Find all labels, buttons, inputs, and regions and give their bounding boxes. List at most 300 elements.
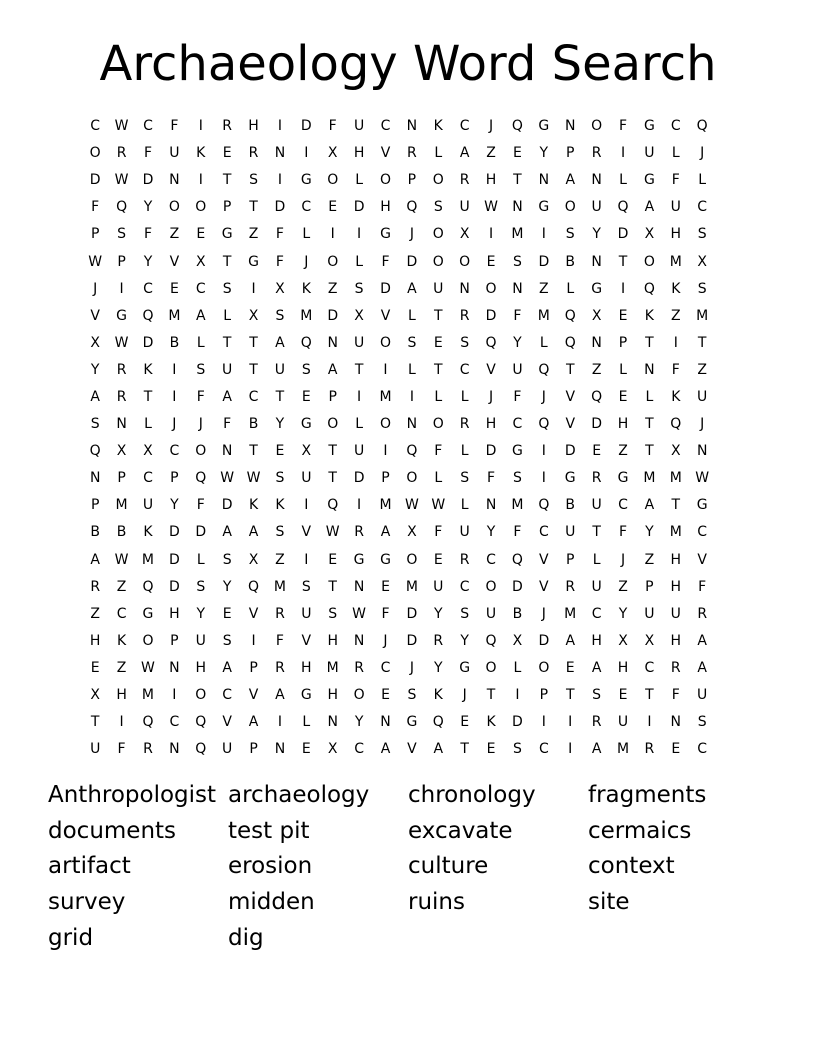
grid-letter: R [459, 307, 470, 324]
grid-letter: T [249, 443, 258, 460]
grid-letter: R [565, 578, 576, 595]
grid-letter: Y [592, 226, 601, 243]
grid-letter: X [670, 443, 681, 460]
grid-letter: O [485, 578, 497, 595]
grid-letter: T [328, 443, 337, 460]
grid-letter: F [671, 172, 680, 189]
grid-letter: E [618, 687, 628, 704]
grid-letter: C [90, 118, 101, 135]
grid-letter: Q [116, 199, 128, 216]
grid-letter: N [459, 280, 470, 297]
grid-letter: C [143, 470, 153, 487]
grid-letter: G [406, 714, 418, 731]
grid-letter: Y [539, 145, 549, 162]
grid-letter: A [275, 687, 285, 704]
grid-letter: T [249, 361, 258, 378]
grid-letter: U [433, 280, 444, 297]
grid-letter: U [301, 605, 312, 622]
grid-letter: O [564, 199, 576, 216]
grid-letter: M [511, 226, 524, 243]
grid-letter: T [565, 687, 575, 704]
grid-letter: A [327, 361, 338, 378]
grid-letter: E [381, 578, 390, 595]
grid-letter: L [355, 253, 363, 270]
grid-letter: S [90, 416, 100, 433]
grid-row [82, 438, 742, 465]
grid-letter: P [117, 253, 126, 270]
grid-letter: V [539, 578, 549, 595]
grid-letter: S [460, 470, 470, 487]
grid-letter: D [406, 605, 418, 622]
grid-letter: Q [511, 551, 523, 568]
grid-letter: V [380, 307, 391, 324]
grid-letter: F [170, 118, 179, 135]
grid-letter: N [327, 334, 338, 351]
grid-letter: D [300, 118, 312, 135]
grid-letter: I [647, 714, 652, 731]
grid-letter: C [301, 199, 312, 216]
grid-letter: D [142, 334, 154, 351]
grid-letter: E [328, 199, 338, 216]
grid-letter: A [565, 172, 576, 189]
grid-letter: D [168, 551, 180, 568]
grid-letter: A [380, 741, 391, 758]
grid-letter: R [354, 659, 364, 676]
grid-letter: E [381, 687, 390, 704]
grid-letter: Y [354, 714, 364, 731]
grid-letter: W [352, 605, 367, 622]
grid-letter: H [353, 145, 365, 162]
grid-letter: S [433, 199, 443, 216]
grid-letter: S [301, 578, 311, 595]
grid-letter: E [513, 145, 522, 162]
grid-letter: P [90, 226, 100, 243]
grid-row [82, 574, 742, 601]
grid-letter: V [248, 687, 259, 704]
grid-letter: R [116, 145, 127, 162]
grid-letter: N [512, 280, 523, 297]
grid-letter: O [379, 416, 391, 433]
grid-letter: C [697, 199, 708, 216]
grid-letter: W [484, 199, 498, 216]
grid-letter: D [512, 714, 523, 731]
grid-letter: O [432, 253, 444, 270]
grid-letter: N [591, 334, 602, 351]
grid-letter: S [275, 524, 285, 541]
grid-letter: I [541, 226, 546, 243]
grid-letter: L [513, 659, 522, 676]
grid-letter: U [670, 199, 681, 216]
word-list-item: cermaics [588, 817, 692, 844]
grid-letter: L [566, 280, 575, 297]
grid-letter: A [90, 388, 100, 405]
grid-letter: S [697, 714, 707, 731]
word-list-item: dig [228, 924, 264, 951]
grid-letter: D [142, 172, 154, 189]
grid-letter: F [434, 443, 443, 460]
grid-letter: F [275, 226, 284, 243]
grid-letter: Y [513, 334, 522, 351]
grid-letter: A [591, 659, 602, 676]
grid-letter: Q [195, 741, 207, 758]
grid-letter: M [141, 687, 155, 704]
grid-letter: I [251, 280, 256, 297]
grid-letter: P [539, 687, 549, 704]
grid-letter: Q [564, 334, 576, 351]
grid-letter: F [671, 361, 680, 378]
grid-letter: U [591, 497, 602, 514]
grid-letter: W [431, 497, 446, 514]
grid-letter: Q [485, 632, 497, 649]
grid-letter: U [591, 578, 602, 595]
grid-letter: P [170, 470, 179, 487]
grid-letter: L [671, 145, 680, 162]
grid-letter: T [618, 253, 628, 270]
grid-row [82, 248, 742, 275]
grid-letter: E [222, 605, 232, 622]
grid-letter: H [301, 659, 312, 676]
grid-letter: C [222, 687, 233, 704]
grid-letter: E [460, 714, 470, 731]
grid-letter: O [406, 551, 418, 568]
grid-letter: Z [486, 145, 496, 162]
grid-letter: O [591, 118, 603, 135]
grid-letter: K [486, 714, 496, 731]
grid-letter: L [619, 361, 627, 378]
grid-letter: I [515, 687, 520, 704]
grid-letter: G [248, 253, 259, 270]
grid-letter: S [513, 253, 522, 270]
grid-letter: W [695, 470, 710, 487]
grid-letter: Q [485, 334, 497, 351]
grid-letter: Q [195, 714, 207, 731]
grid-letter: L [223, 307, 232, 324]
grid-letter: H [380, 199, 391, 216]
grid-letter: I [383, 361, 388, 378]
grid-letter: R [143, 741, 153, 758]
grid-letter: Z [618, 443, 628, 460]
grid-letter: I [172, 388, 177, 405]
grid-letter: R [670, 659, 681, 676]
grid-letter: K [116, 632, 127, 649]
grid-letter: T [460, 741, 469, 758]
grid-letter: M [300, 307, 313, 324]
grid-letter: N [353, 632, 365, 649]
grid-letter: G [221, 226, 233, 243]
grid-letter: Q [406, 443, 418, 460]
grid-letter: C [697, 524, 708, 541]
grid-letter: T [645, 334, 654, 351]
grid-letter: T [433, 307, 443, 324]
grid-letter: T [90, 714, 100, 731]
grid-letter: D [406, 253, 418, 270]
grid-row [82, 411, 742, 438]
grid-letter: N [696, 443, 708, 460]
grid-letter: Z [327, 280, 338, 297]
grid-letter: Y [275, 416, 285, 433]
grid-letter: O [643, 253, 655, 270]
grid-letter: G [617, 470, 629, 487]
grid-letter: H [89, 632, 101, 649]
grid-letter: N [380, 714, 391, 731]
grid-letter: J [383, 632, 388, 649]
grid-letter: B [90, 524, 100, 541]
grid-letter: H [327, 687, 338, 704]
grid-letter: I [119, 280, 124, 297]
grid-letter: U [565, 524, 576, 541]
grid-letter: B [565, 497, 576, 514]
grid-letter: G [696, 497, 708, 514]
grid-letter: L [196, 334, 205, 351]
grid-letter: S [222, 632, 232, 649]
grid-letter: R [697, 605, 708, 622]
grid-letter: I [568, 714, 573, 731]
grid-letter: C [354, 741, 364, 758]
grid-letter: Q [195, 470, 207, 487]
grid-letter: V [90, 307, 100, 324]
grid-letter: A [697, 659, 707, 676]
grid-letter: C [380, 118, 391, 135]
grid-letter: D [512, 578, 523, 595]
grid-letter: P [645, 578, 654, 595]
grid-letter: Z [670, 307, 681, 324]
grid-letter: W [404, 497, 419, 514]
grid-letter: O [195, 687, 207, 704]
grid-letter: G [353, 551, 365, 568]
grid-letter: U [142, 497, 154, 514]
grid-row [82, 519, 742, 546]
grid-letter: O [168, 199, 180, 216]
grid-letter: V [539, 551, 549, 568]
grid-letter: D [221, 497, 233, 514]
grid-letter: C [486, 551, 496, 568]
grid-letter: I [172, 361, 177, 378]
grid-letter: I [488, 226, 494, 243]
grid-letter: N [169, 172, 180, 189]
grid-letter: L [355, 172, 363, 189]
grid-letter: U [90, 741, 101, 758]
grid-letter: S [513, 741, 522, 758]
grid-letter: P [566, 551, 575, 568]
grid-letter: S [301, 361, 311, 378]
grid-letter: G [300, 416, 312, 433]
grid-letter: S [117, 226, 127, 243]
grid-letter: N [169, 741, 180, 758]
grid-letter: V [169, 253, 180, 270]
grid-letter: I [673, 334, 678, 351]
grid-letter: H [670, 632, 682, 649]
grid-letter: G [564, 470, 576, 487]
grid-letter: Q [696, 118, 708, 135]
grid-letter: T [697, 334, 707, 351]
grid-letter: G [380, 226, 391, 243]
grid-letter: S [460, 605, 470, 622]
word-list-item: archaeology [228, 782, 370, 808]
grid-letter: M [616, 741, 630, 758]
grid-letter: F [143, 226, 152, 243]
grid-letter: O [432, 416, 444, 433]
grid-letter: A [697, 632, 707, 649]
grid-letter: K [671, 388, 681, 405]
grid-letter: O [327, 172, 339, 189]
grid-letter: G [459, 659, 471, 676]
grid-letter: F [223, 416, 232, 433]
grid-letter: C [459, 578, 470, 595]
grid-letter: N [591, 253, 602, 270]
grid-letter: T [143, 388, 153, 405]
grid-letter: M [273, 578, 286, 595]
grid-letter: H [591, 632, 602, 649]
grid-letter: D [538, 253, 550, 270]
grid-letter: A [222, 524, 232, 541]
word-list-item: culture [408, 853, 489, 880]
grid-letter: P [618, 334, 628, 351]
grid-letter: Y [645, 524, 654, 541]
word-list-item: erosion [228, 853, 313, 880]
grid-letter: K [433, 118, 443, 135]
grid-letter: U [353, 334, 365, 351]
grid-letter: C [697, 741, 708, 758]
grid-letter: C [143, 280, 153, 297]
grid-letter: R [407, 145, 417, 162]
grid-letter: H [617, 416, 629, 433]
grid-letter: L [460, 443, 469, 460]
grid-letter: X [195, 253, 206, 270]
grid-letter: D [274, 199, 286, 216]
grid-letter: H [169, 605, 180, 622]
grid-letter: N [327, 714, 338, 731]
grid-letter: M [168, 307, 181, 324]
grid-letter: F [381, 605, 390, 622]
grid-letter: N [538, 172, 550, 189]
grid-letter: L [302, 226, 311, 243]
grid-letter: L [434, 470, 443, 487]
grid-row [82, 601, 742, 628]
grid-letter: E [433, 334, 443, 351]
grid-letter: X [143, 443, 153, 460]
grid-letter: A [248, 524, 259, 541]
grid-letter: A [195, 307, 206, 324]
grid-letter: K [644, 307, 654, 324]
grid-letter: W [220, 470, 235, 487]
grid-letter: P [381, 470, 390, 487]
grid-row [82, 221, 742, 248]
grid-letter: S [222, 551, 232, 568]
grid-letter: X [248, 551, 259, 568]
grid-letter: Z [116, 659, 127, 676]
grid-letter: U [459, 199, 470, 216]
grid-letter: E [618, 307, 628, 324]
grid-letter: O [327, 416, 339, 433]
grid-letter: M [669, 470, 682, 487]
word-list-item: midden [228, 889, 315, 916]
grid-letter: Z [90, 605, 100, 622]
grid-letter: R [248, 145, 259, 162]
grid-letter: I [409, 388, 414, 405]
grid-letter: N [670, 714, 682, 731]
grid-letter: Y [433, 605, 443, 622]
grid-letter: G [116, 307, 128, 324]
grid-letter: H [327, 632, 338, 649]
grid-letter: S [565, 226, 575, 243]
grid-letter: M [511, 497, 524, 514]
grid-letter: T [222, 334, 232, 351]
grid-letter: T [328, 578, 337, 595]
grid-letter: R [644, 741, 655, 758]
grid-letter: J [409, 226, 414, 243]
grid-letter: X [644, 632, 655, 649]
grid-letter: Z [248, 226, 259, 243]
grid-letter: D [591, 416, 602, 433]
grid-letter: U [697, 388, 708, 405]
grid-letter: B [116, 524, 127, 541]
grid-letter: T [592, 524, 601, 541]
grid-letter: R [591, 714, 602, 731]
grid-letter: S [407, 334, 417, 351]
grid-letter: S [328, 605, 338, 622]
grid-letter: D [617, 226, 629, 243]
grid-letter: F [91, 199, 100, 216]
grid-letter: E [433, 551, 443, 568]
grid-letter: A [275, 334, 285, 351]
letter-grid [82, 113, 742, 763]
grid-letter: X [90, 334, 100, 351]
grid-letter: E [486, 741, 496, 758]
word-list-item: test pit [228, 817, 310, 844]
grid-letter: U [512, 361, 523, 378]
grid-letter: F [487, 470, 496, 487]
grid-letter: M [669, 524, 682, 541]
grid-letter: L [592, 551, 601, 568]
grid-letter: A [222, 659, 232, 676]
grid-letter: U [195, 632, 206, 649]
grid-letter: X [459, 226, 470, 243]
grid-letter: R [591, 470, 602, 487]
grid-letter: E [565, 659, 575, 676]
grid-letter: L [460, 497, 469, 514]
word-list-item: context [588, 853, 675, 880]
grid-letter: J [409, 659, 414, 676]
grid-letter: P [117, 470, 126, 487]
grid-letter: U [274, 361, 286, 378]
grid-letter: N [221, 443, 233, 460]
grid-letter: E [328, 551, 338, 568]
grid-row [82, 113, 742, 140]
grid-letter: I [119, 714, 124, 731]
grid-letter: O [195, 199, 207, 216]
grid-letter: D [538, 632, 550, 649]
grid-letter: R [222, 118, 233, 135]
grid-letter: W [114, 118, 129, 135]
word-list-item: grid [48, 924, 94, 951]
grid-letter: Y [170, 497, 179, 514]
grid-letter: J [620, 551, 626, 568]
grid-letter: Z [116, 578, 127, 595]
grid-letter: D [327, 307, 339, 324]
grid-letter: C [143, 118, 153, 135]
grid-letter: O [485, 280, 497, 297]
word-list [48, 778, 768, 956]
grid-letter: K [275, 497, 285, 514]
grid-letter: Q [142, 578, 154, 595]
grid-letter: I [277, 714, 282, 731]
grid-letter: J [700, 145, 705, 162]
grid-letter: F [513, 388, 522, 405]
grid-letter: Q [327, 497, 339, 514]
grid-letter: A [591, 741, 602, 758]
grid-letter: U [617, 714, 629, 731]
grid-letter: A [222, 388, 232, 405]
